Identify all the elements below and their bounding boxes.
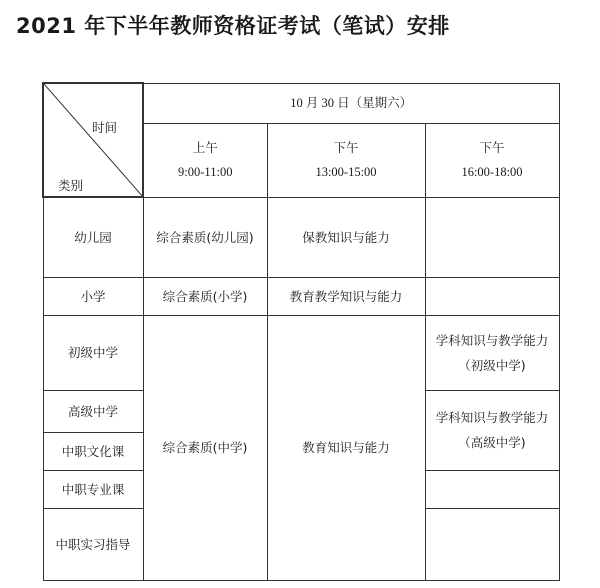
category-junior: 初级中学 <box>43 315 143 390</box>
exam-date-header: 10 月 30 日（星期六） <box>143 83 559 123</box>
kindergarten-subject-1: 综合素质(幼儿园) <box>143 197 267 277</box>
primary-subject-2: 教育教学知识与能力 <box>267 277 425 315</box>
slot-1-header <box>143 123 267 197</box>
corner-time-label: 时间 <box>92 120 118 135</box>
slot-3-header <box>425 123 559 197</box>
slot-1-period: 上午 <box>192 140 218 155</box>
slot-2-time: 13:00-15:00 <box>315 165 377 179</box>
voc-major-subject-3-empty <box>425 470 559 508</box>
secondary-subject-2: 教育知识与能力 <box>267 315 425 580</box>
junior-subject-3: 学科知识与教学能力（初级中学) <box>425 315 559 390</box>
slot-2-header <box>267 123 425 197</box>
category-primary: 小学 <box>43 277 143 315</box>
category-voc-culture: 中职文化课 <box>43 432 143 470</box>
slot-2-period: 下午 <box>333 140 359 155</box>
corner-category-label: 类别 <box>58 178 84 193</box>
primary-subject-3-empty <box>425 277 559 315</box>
page-title: 2021 年下半年教师资格证考试（笔试）安排 <box>16 14 450 38</box>
category-voc-practice: 中职实习指导 <box>43 508 143 580</box>
category-kindergarten: 幼儿园 <box>43 197 143 277</box>
slot-1-time: 9:00-11:00 <box>178 165 233 179</box>
exam-schedule-table <box>42 82 560 581</box>
category-senior: 高级中学 <box>43 390 143 432</box>
senior-subject-3: 学科知识与教学能力（高级中学) <box>425 390 559 470</box>
voc-practice-subject-3-empty <box>425 508 559 580</box>
slot-3-period: 下午 <box>479 140 505 155</box>
slot-3-time: 16:00-18:00 <box>461 165 523 179</box>
primary-subject-1: 综合素质(小学) <box>143 277 267 315</box>
category-voc-major: 中职专业课 <box>43 470 143 508</box>
header-corner-cell <box>43 83 143 197</box>
kindergarten-subject-2: 保教知识与能力 <box>267 197 425 277</box>
secondary-subject-1: 综合素质(中学) <box>143 315 267 580</box>
kindergarten-subject-3-empty <box>425 197 559 277</box>
